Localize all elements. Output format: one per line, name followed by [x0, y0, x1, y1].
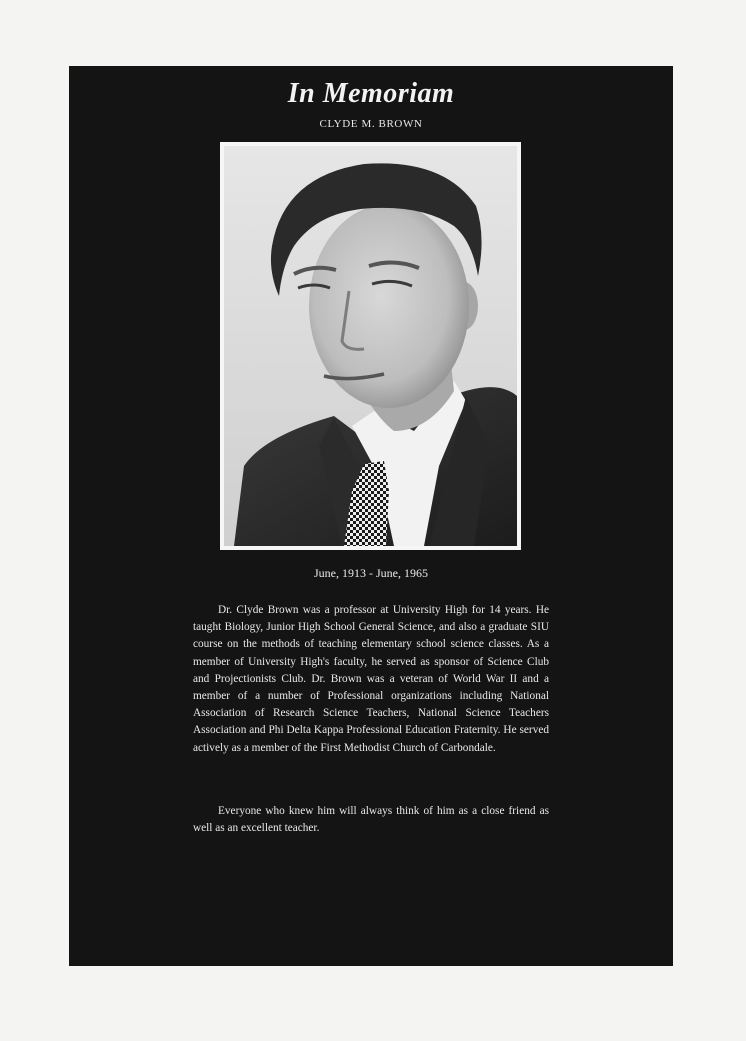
memorial-name: CLYDE M. BROWN: [319, 118, 423, 130]
portrait-frame: [220, 142, 521, 550]
tribute-paragraph: Dr. Clyde Brown was a professor at University High for 14 years. He taught Biology, Junior High School General Science, and also a graduate SIU course on the methods of teaching elementary school science classes. As a member of University High's faculty, he served as sponsor of Science Club and Projectionists Club. Dr. Brown was a veteran of World War II and a member of a number of Professional organizations including National Association of Research Science Teachers, National Science Teachers Association and Phi Delta Kappa Professional Education Fraternity. He served actively as a member of the First Methodist Church of Carbondale.: [193, 604, 549, 754]
portrait-illustration: [224, 146, 517, 546]
page-title: In Memoriam: [287, 78, 455, 109]
memorial-panel: [69, 66, 673, 966]
closing-paragraph: Everyone who knew him will always think of him as a close friend as well as an excellent teacher.: [193, 805, 549, 835]
portrait-photo: [224, 146, 517, 546]
life-dates: June, 1913 - June, 1965: [314, 566, 428, 580]
